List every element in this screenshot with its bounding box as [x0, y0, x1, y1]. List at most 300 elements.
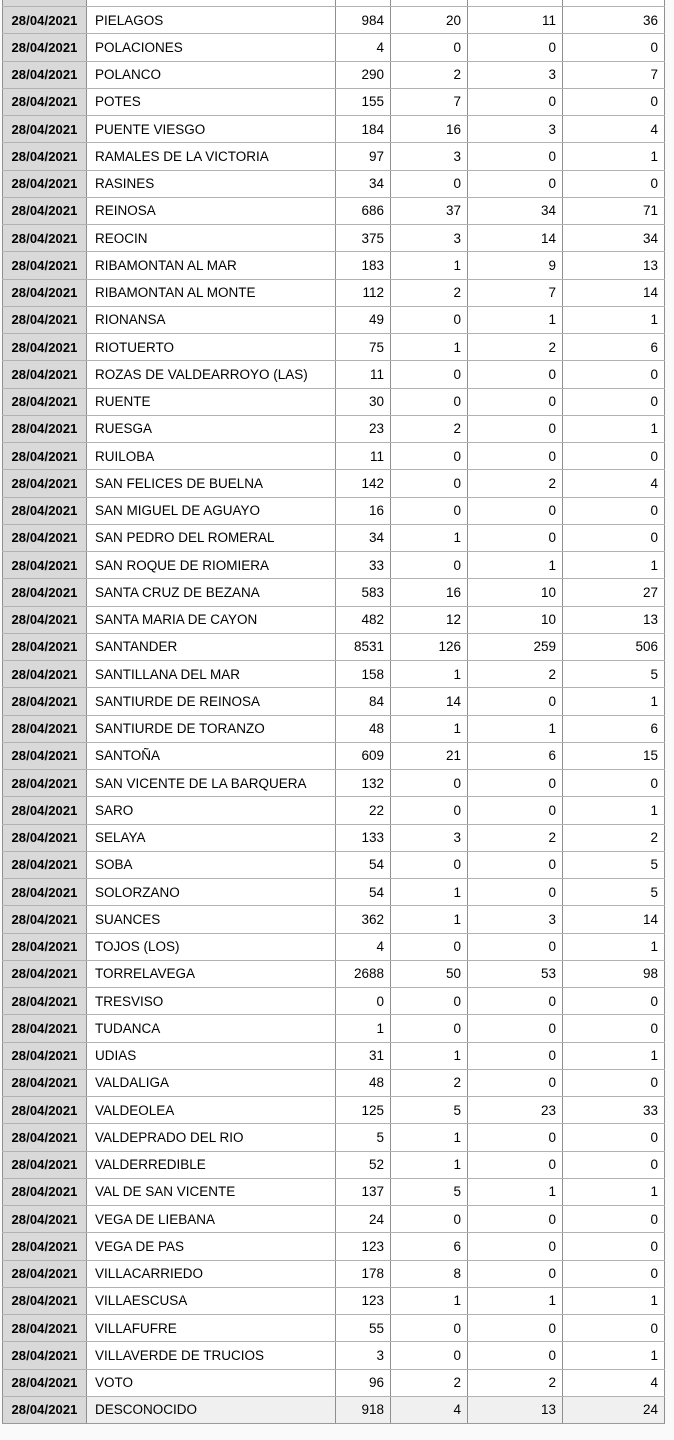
value-cell-1: 54 [336, 879, 391, 905]
value-cell-2: 0 [391, 443, 468, 469]
value-cell-1: 123 [336, 1288, 391, 1314]
value-cell-4: 0 [563, 1206, 665, 1232]
date-cell: 28/04/2021 [2, 1206, 87, 1232]
value-cell-2: 0 [391, 770, 468, 796]
value-cell-2: 126 [391, 634, 468, 660]
municipality-cell: VEGA DE PAS [87, 1233, 336, 1259]
municipality-cell: POLANCO [87, 62, 336, 88]
table-row [2, 552, 665, 579]
value-cell-4: 1 [563, 797, 665, 823]
value-cell-1: 112 [336, 280, 391, 306]
value-cell-1: 34 [336, 171, 391, 197]
value-cell-2: 14 [391, 688, 468, 714]
municipality-cell: SELAYA [87, 825, 336, 851]
value-cell-3: 0 [468, 1015, 563, 1041]
value-cell-4: 0 [563, 89, 665, 115]
municipality-cell: DESCONOCIDO [87, 1397, 336, 1423]
date-cell: 28/04/2021 [2, 607, 87, 633]
value-cell-4: 6 [563, 334, 665, 360]
value-cell-1: 23 [336, 416, 391, 442]
municipality-cell: RIBAMONTAN AL MAR [87, 252, 336, 278]
table-row [2, 906, 665, 933]
value-cell-2: 2 [391, 416, 468, 442]
municipality-cell: PUENTE VIESGO [87, 116, 336, 142]
value-cell-4: 1 [563, 416, 665, 442]
table-row [2, 443, 665, 470]
value-cell-2: 0 [391, 1206, 468, 1232]
date-cell: 28/04/2021 [2, 416, 87, 442]
table-row [2, 961, 665, 988]
value-cell-4: 0 [563, 1233, 665, 1259]
value-cell-4: 0 [563, 443, 665, 469]
value-cell-3: 53 [468, 961, 563, 987]
table-row [2, 498, 665, 525]
value-cell-4: 27 [563, 579, 665, 605]
municipality-cell: RIBAMONTAN AL MONTE [87, 280, 336, 306]
table-row [2, 361, 665, 388]
date-cell: 28/04/2021 [2, 906, 87, 932]
date-cell: 28/04/2021 [2, 198, 87, 224]
value-cell-3: 0 [468, 934, 563, 960]
value-cell-4: 1 [563, 1342, 665, 1368]
value-cell-1: 178 [336, 1261, 391, 1287]
value-cell-2 [391, 0, 468, 6]
value-cell-3: 0 [468, 1315, 563, 1341]
date-cell: 28/04/2021 [2, 143, 87, 169]
value-cell-4: 5 [563, 661, 665, 687]
municipality-cell: TOJOS (LOS) [87, 934, 336, 960]
municipality-cell: RASINES [87, 171, 336, 197]
municipality-cell: SAN VICENTE DE LA BARQUERA [87, 770, 336, 796]
value-cell-1: 137 [336, 1179, 391, 1205]
value-cell-1: 918 [336, 1397, 391, 1423]
value-cell-2: 0 [391, 307, 468, 333]
value-cell-1: 34 [336, 525, 391, 551]
value-cell-3: 0 [468, 1070, 563, 1096]
value-cell-3: 0 [468, 688, 563, 714]
value-cell-1: 3 [336, 1342, 391, 1368]
value-cell-3: 2 [468, 470, 563, 496]
value-cell-2: 1 [391, 252, 468, 278]
value-cell-3: 0 [468, 89, 563, 115]
value-cell-3: 0 [468, 852, 563, 878]
date-cell: 28/04/2021 [2, 280, 87, 306]
value-cell-2: 1 [391, 334, 468, 360]
table-row [2, 416, 665, 443]
value-cell-2: 1 [391, 879, 468, 905]
table-row [2, 171, 665, 198]
value-cell-3: 1 [468, 552, 563, 578]
municipality-cell: RUENTE [87, 389, 336, 415]
table-row [2, 1397, 665, 1424]
date-cell: 28/04/2021 [2, 934, 87, 960]
value-cell-4: 0 [563, 1070, 665, 1096]
municipality-cell: VALDEOLEA [87, 1097, 336, 1123]
value-cell-4: 0 [563, 770, 665, 796]
value-cell-4: 14 [563, 906, 665, 932]
value-cell-1: 2688 [336, 961, 391, 987]
value-cell-1: 984 [336, 7, 391, 33]
table-row [2, 1152, 665, 1179]
municipality-cell: SAN MIGUEL DE AGUAYO [87, 498, 336, 524]
municipality-cell [87, 0, 336, 6]
value-cell-2: 3 [391, 825, 468, 851]
value-cell-1: 55 [336, 1315, 391, 1341]
value-cell-2: 0 [391, 552, 468, 578]
date-cell: 28/04/2021 [2, 225, 87, 251]
municipality-cell: SANTIURDE DE TORANZO [87, 716, 336, 742]
table-row [2, 1233, 665, 1260]
table-row [2, 225, 665, 252]
municipality-cell: VILLAESCUSA [87, 1288, 336, 1314]
value-cell-3: 259 [468, 634, 563, 660]
value-cell-3: 7 [468, 280, 563, 306]
municipality-cell: REOCIN [87, 225, 336, 251]
value-cell-2: 1 [391, 525, 468, 551]
value-cell-4: 33 [563, 1097, 665, 1123]
value-cell-3: 10 [468, 579, 563, 605]
value-cell-3: 0 [468, 797, 563, 823]
value-cell-3: 0 [468, 1342, 563, 1368]
value-cell-3: 0 [468, 1206, 563, 1232]
value-cell-4: 14 [563, 280, 665, 306]
municipality-cell: SANTILLANA DEL MAR [87, 661, 336, 687]
value-cell-1: 4 [336, 34, 391, 60]
value-cell-2: 7 [391, 89, 468, 115]
date-cell: 28/04/2021 [2, 1261, 87, 1287]
municipality-cell: RIONANSA [87, 307, 336, 333]
value-cell-1: 33 [336, 552, 391, 578]
value-cell-4: 13 [563, 252, 665, 278]
date-cell [2, 0, 87, 6]
value-cell-4: 2 [563, 825, 665, 851]
table-row [2, 1097, 665, 1124]
value-cell-1: 54 [336, 852, 391, 878]
table-row [2, 797, 665, 824]
value-cell-4: 0 [563, 171, 665, 197]
value-cell-1: 133 [336, 825, 391, 851]
municipality-cell: SAN PEDRO DEL ROMERAL [87, 525, 336, 551]
municipality-cell: SARO [87, 797, 336, 823]
value-cell-4: 36 [563, 7, 665, 33]
table-row [2, 89, 665, 116]
value-cell-2: 16 [391, 579, 468, 605]
value-cell-1: 184 [336, 116, 391, 142]
value-cell-1: 30 [336, 389, 391, 415]
value-cell-3: 0 [468, 1043, 563, 1069]
municipality-cell: VALDALIGA [87, 1070, 336, 1096]
table-row [2, 716, 665, 743]
date-cell: 28/04/2021 [2, 307, 87, 333]
table-row [2, 1179, 665, 1206]
municipality-cell: RAMALES DE LA VICTORIA [87, 143, 336, 169]
value-cell-2: 1 [391, 1288, 468, 1314]
table-row [2, 1015, 665, 1042]
municipality-cell: UDIAS [87, 1043, 336, 1069]
date-cell: 28/04/2021 [2, 988, 87, 1014]
value-cell-2: 0 [391, 1315, 468, 1341]
value-cell-4: 71 [563, 198, 665, 224]
value-cell-4: 4 [563, 116, 665, 142]
value-cell-3: 2 [468, 1370, 563, 1396]
municipality-cell: SAN ROQUE DE RIOMIERA [87, 552, 336, 578]
value-cell-2: 5 [391, 1097, 468, 1123]
value-cell-4: 4 [563, 1370, 665, 1396]
municipality-cell: VILLAFUFRE [87, 1315, 336, 1341]
value-cell-4: 6 [563, 716, 665, 742]
date-cell: 28/04/2021 [2, 116, 87, 142]
table-row [2, 1261, 665, 1288]
date-cell: 28/04/2021 [2, 852, 87, 878]
value-cell-2: 3 [391, 143, 468, 169]
value-cell-1: 8531 [336, 634, 391, 660]
value-cell-1: 125 [336, 1097, 391, 1123]
value-cell-2: 0 [391, 852, 468, 878]
value-cell-2: 8 [391, 1261, 468, 1287]
value-cell-4: 5 [563, 852, 665, 878]
value-cell-1: 482 [336, 607, 391, 633]
value-cell-4: 506 [563, 634, 665, 660]
municipality-cell: VAL DE SAN VICENTE [87, 1179, 336, 1205]
date-cell: 28/04/2021 [2, 1043, 87, 1069]
value-cell-2: 3 [391, 225, 468, 251]
municipality-cell: SANTOÑA [87, 743, 336, 769]
table-body [2, 7, 665, 1424]
date-cell: 28/04/2021 [2, 252, 87, 278]
value-cell-3 [468, 0, 563, 6]
value-cell-4: 0 [563, 1315, 665, 1341]
value-cell-3: 0 [468, 143, 563, 169]
value-cell-3: 13 [468, 1397, 563, 1423]
value-cell-3: 0 [468, 171, 563, 197]
table-row [2, 1370, 665, 1397]
value-cell-1: 583 [336, 579, 391, 605]
value-cell-2: 0 [391, 498, 468, 524]
value-cell-4: 0 [563, 361, 665, 387]
date-cell: 28/04/2021 [2, 361, 87, 387]
date-cell: 28/04/2021 [2, 443, 87, 469]
municipality-cell: POLACIONES [87, 34, 336, 60]
value-cell-2: 0 [391, 389, 468, 415]
value-cell-2: 0 [391, 470, 468, 496]
municipality-cell: VALDERREDIBLE [87, 1152, 336, 1178]
value-cell-1: 362 [336, 906, 391, 932]
value-cell-3: 2 [468, 825, 563, 851]
date-cell: 28/04/2021 [2, 498, 87, 524]
table-row [2, 1342, 665, 1369]
value-cell-4: 1 [563, 934, 665, 960]
date-cell: 28/04/2021 [2, 743, 87, 769]
municipality-cell: TORRELAVEGA [87, 961, 336, 987]
municipality-cell: TUDANCA [87, 1015, 336, 1041]
value-cell-2: 1 [391, 716, 468, 742]
table-row [2, 879, 665, 906]
value-cell-1: 48 [336, 1070, 391, 1096]
table-row [2, 143, 665, 170]
value-cell-2: 16 [391, 116, 468, 142]
municipality-cell: SANTA CRUZ DE BEZANA [87, 579, 336, 605]
value-cell-3: 0 [468, 34, 563, 60]
table-row [2, 525, 665, 552]
value-cell-4: 1 [563, 688, 665, 714]
value-cell-1: 48 [336, 716, 391, 742]
table-row [2, 825, 665, 852]
value-cell-4: 4 [563, 470, 665, 496]
value-cell-3: 0 [468, 988, 563, 1014]
value-cell-2: 1 [391, 661, 468, 687]
table-row [2, 1288, 665, 1315]
value-cell-2: 2 [391, 62, 468, 88]
municipality-cell: VALDEPRADO DEL RIO [87, 1124, 336, 1150]
table-row [2, 988, 665, 1015]
value-cell-2: 0 [391, 934, 468, 960]
value-cell-1: 16 [336, 498, 391, 524]
value-cell-1 [336, 0, 391, 6]
municipality-cell: SANTANDER [87, 634, 336, 660]
date-cell: 28/04/2021 [2, 7, 87, 33]
value-cell-3: 11 [468, 7, 563, 33]
value-cell-1: 5 [336, 1124, 391, 1150]
table-row [2, 1124, 665, 1151]
value-cell-4: 0 [563, 1152, 665, 1178]
value-cell-4 [563, 0, 665, 6]
value-cell-1: 22 [336, 797, 391, 823]
value-cell-2: 4 [391, 1397, 468, 1423]
municipality-cell: SANTIURDE DE REINOSA [87, 688, 336, 714]
table-row [2, 252, 665, 279]
date-cell: 28/04/2021 [2, 688, 87, 714]
value-cell-1: 52 [336, 1152, 391, 1178]
value-cell-2: 1 [391, 1124, 468, 1150]
table-row [2, 934, 665, 961]
municipality-cell: POTES [87, 89, 336, 115]
value-cell-1: 158 [336, 661, 391, 687]
value-cell-3: 0 [468, 770, 563, 796]
value-cell-4: 24 [563, 1397, 665, 1423]
municipality-data-table [2, 0, 665, 1424]
value-cell-4: 1 [563, 307, 665, 333]
value-cell-2: 2 [391, 1070, 468, 1096]
value-cell-3: 0 [468, 389, 563, 415]
value-cell-3: 3 [468, 906, 563, 932]
table-row [2, 62, 665, 89]
municipality-cell: RUESGA [87, 416, 336, 442]
value-cell-3: 9 [468, 252, 563, 278]
value-cell-1: 123 [336, 1233, 391, 1259]
date-cell: 28/04/2021 [2, 1370, 87, 1396]
table-row [2, 770, 665, 797]
municipality-cell: SANTA MARIA DE CAYON [87, 607, 336, 633]
value-cell-2: 0 [391, 988, 468, 1014]
municipality-cell: RUILOBA [87, 443, 336, 469]
value-cell-4: 1 [563, 552, 665, 578]
value-cell-4: 0 [563, 498, 665, 524]
date-cell: 28/04/2021 [2, 1070, 87, 1096]
value-cell-2: 0 [391, 361, 468, 387]
table-row [2, 307, 665, 334]
date-cell: 28/04/2021 [2, 1015, 87, 1041]
date-cell: 28/04/2021 [2, 334, 87, 360]
value-cell-3: 2 [468, 661, 563, 687]
table-row [2, 7, 665, 34]
value-cell-2: 1 [391, 1043, 468, 1069]
table-row [2, 743, 665, 770]
value-cell-3: 34 [468, 198, 563, 224]
value-cell-4: 7 [563, 62, 665, 88]
value-cell-3: 1 [468, 1288, 563, 1314]
value-cell-1: 11 [336, 361, 391, 387]
date-cell: 28/04/2021 [2, 389, 87, 415]
value-cell-4: 0 [563, 525, 665, 551]
table-row [2, 688, 665, 715]
value-cell-3: 0 [468, 1261, 563, 1287]
value-cell-2: 20 [391, 7, 468, 33]
value-cell-3: 1 [468, 716, 563, 742]
value-cell-2: 0 [391, 1015, 468, 1041]
value-cell-4: 0 [563, 389, 665, 415]
value-cell-4: 1 [563, 1179, 665, 1205]
date-cell: 28/04/2021 [2, 716, 87, 742]
value-cell-3: 0 [468, 1152, 563, 1178]
date-cell: 28/04/2021 [2, 1397, 87, 1423]
date-cell: 28/04/2021 [2, 1179, 87, 1205]
value-cell-4: 0 [563, 1015, 665, 1041]
value-cell-2: 1 [391, 1152, 468, 1178]
value-cell-3: 1 [468, 1179, 563, 1205]
date-cell: 28/04/2021 [2, 470, 87, 496]
value-cell-3: 0 [468, 416, 563, 442]
table-row [2, 634, 665, 661]
date-cell: 28/04/2021 [2, 879, 87, 905]
table-row [2, 198, 665, 225]
date-cell: 28/04/2021 [2, 89, 87, 115]
value-cell-1: 290 [336, 62, 391, 88]
value-cell-2: 21 [391, 743, 468, 769]
value-cell-4: 0 [563, 1261, 665, 1287]
value-cell-3: 0 [468, 498, 563, 524]
municipality-cell: SUANCES [87, 906, 336, 932]
date-cell: 28/04/2021 [2, 797, 87, 823]
date-cell: 28/04/2021 [2, 1342, 87, 1368]
table-row [2, 34, 665, 61]
value-cell-3: 14 [468, 225, 563, 251]
value-cell-1: 132 [336, 770, 391, 796]
date-cell: 28/04/2021 [2, 961, 87, 987]
value-cell-3: 3 [468, 62, 563, 88]
municipality-cell: VILLACARRIEDO [87, 1261, 336, 1287]
municipality-cell: REINOSA [87, 198, 336, 224]
value-cell-1: 142 [336, 470, 391, 496]
municipality-cell: VILLAVERDE DE TRUCIOS [87, 1342, 336, 1368]
value-cell-3: 0 [468, 361, 563, 387]
value-cell-3: 6 [468, 743, 563, 769]
table-row [2, 389, 665, 416]
municipality-cell: SAN FELICES DE BUELNA [87, 470, 336, 496]
value-cell-2: 2 [391, 1370, 468, 1396]
value-cell-1: 4 [336, 934, 391, 960]
table-row [2, 116, 665, 143]
value-cell-1: 686 [336, 198, 391, 224]
date-cell: 28/04/2021 [2, 34, 87, 60]
date-cell: 28/04/2021 [2, 1124, 87, 1150]
value-cell-3: 2 [468, 334, 563, 360]
value-cell-1: 97 [336, 143, 391, 169]
value-cell-1: 24 [336, 1206, 391, 1232]
value-cell-4: 15 [563, 743, 665, 769]
municipality-cell: PIELAGOS [87, 7, 336, 33]
value-cell-4: 0 [563, 1124, 665, 1150]
date-cell: 28/04/2021 [2, 171, 87, 197]
